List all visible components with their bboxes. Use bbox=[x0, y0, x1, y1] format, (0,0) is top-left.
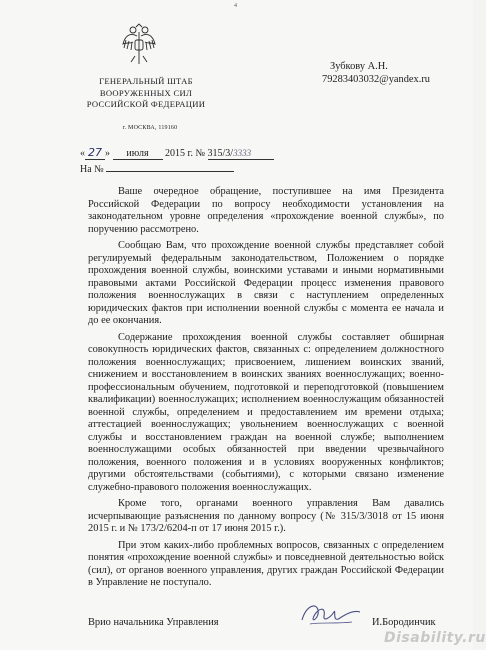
reference-blank bbox=[106, 162, 234, 172]
reference-label: На № bbox=[80, 164, 104, 175]
signer-position: Врио начальника Управления bbox=[88, 617, 219, 628]
addressee-name: Зубкову А.Н. bbox=[330, 61, 388, 72]
letter-body bbox=[88, 186, 444, 594]
paragraph-2: Сообщаю Вам, что прохождение военной службы представляет собой регулируемый федеральным законодательством, Положением о порядке прохождения военной службы, воинскими уставами и иными нормативными правовыми актами Российской Федерации процесс изменения правового положения военнослужащих в связи с наступлением определенных юридических фактов при исполнении военной службы с момента ее начала и до ее окончания. bbox=[88, 240, 444, 326]
paragraph-5: При этом каких-либо проблемных вопросов, связанных с определением понятия «прохождение военной службы» и повседневной деятельностью войск (сил), от органов военного управления, других граждан Российской Федерации в Управление не поступало. bbox=[88, 539, 444, 588]
number-label: № bbox=[195, 148, 206, 159]
paragraph-4: Кроме того, органами военного управления Вам давались исчерпывающие разъяснения по данному вопросу (№ 315/3/3018 от 15 июня 2015 г. и № 173/2/6204-п от 17 июня 2015 г.). bbox=[88, 498, 444, 534]
organization-name bbox=[82, 76, 210, 111]
signer-name: И.Бородинчик bbox=[372, 617, 436, 628]
date-month: июля bbox=[113, 148, 163, 160]
date-year: 2015 г. bbox=[165, 148, 193, 159]
outgoing-number: 315/3/ bbox=[207, 148, 234, 159]
paragraph-3: Содержание прохождения военной службы составляет обширная совокупность юридических фактов, связанных с: определением должностного положения военнослужащих; присвоением, лишением воинских званий, снижением и восстановлением в воинских званиях военнослужащих; военно-профессиональным обучением, подготовкой и переподготовкой (повышением квалификации) военнослужащих; исполнением военнослужащим обязанностей военной службы, определением и предоставлением им времени отдыха; аттестацией военнослужащих; увольнением военнослужащих с военной службы и восстановлением граждан на военной службе; выполнением военнослужащими особых обязанностей при введении чрезвычайного положения, военного положения и в условиях вооруженных конфликтов; другими обстоятельствами (событиями), с которыми связано изменение служебно-правового положения военнослужащих. bbox=[88, 331, 444, 493]
date-open-quote: « bbox=[80, 148, 85, 159]
double-headed-eagle-icon bbox=[120, 22, 158, 66]
date-day: 27 bbox=[85, 146, 105, 160]
top-page-mark: 4 bbox=[234, 3, 237, 9]
site-watermark: Disability.ru bbox=[384, 630, 486, 646]
date-number-line bbox=[80, 146, 274, 160]
addressee-email: 79283403032@yandex.ru bbox=[322, 74, 430, 85]
org-line-1: ГЕНЕРАЛЬНЫЙ ШТАБ bbox=[99, 76, 193, 86]
date-close-quote: » bbox=[105, 148, 110, 159]
addressee-block bbox=[322, 60, 430, 86]
org-line-2: ВООРУЖЕННЫХ СИЛ bbox=[99, 87, 193, 98]
outgoing-number-handwritten: 3333 bbox=[233, 148, 252, 158]
paragraph-1: Ваше очередное обращение, поступившее на имя Президента Российской Федерации по вопросу необходимости установления на законодательном уровне определения «прохождение военной службы», по поручению рассмотрено. bbox=[88, 186, 444, 235]
reference-line bbox=[80, 162, 234, 175]
city-address: г. МОСКВА, 119160 bbox=[122, 125, 178, 131]
handwritten-signature-icon bbox=[296, 598, 366, 632]
org-line-3: РОССИЙСКОЙ ФЕДЕРАЦИИ bbox=[86, 99, 206, 109]
